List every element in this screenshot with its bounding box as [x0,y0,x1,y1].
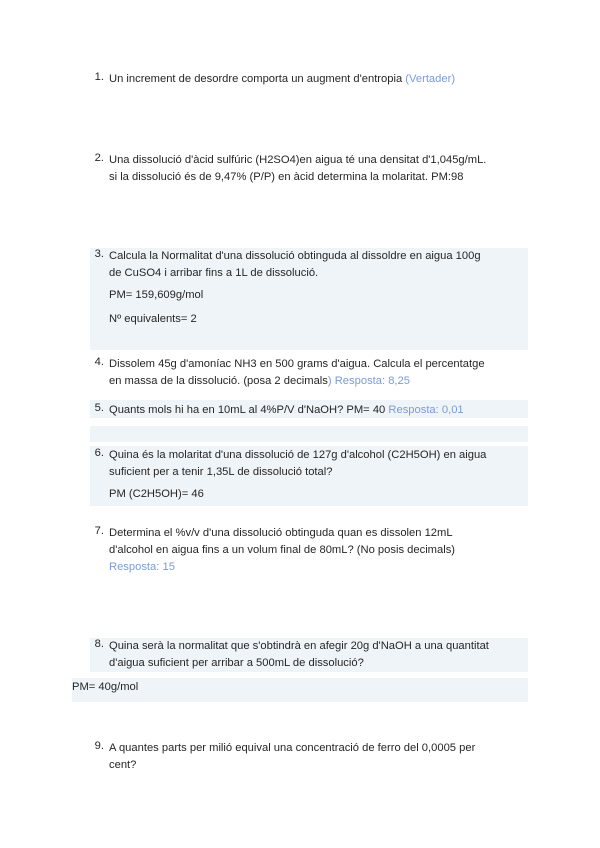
question-text-line-2: en massa de la dissolució. (posa 2 decimals [109,375,328,387]
shade-q5-gap [90,426,528,442]
question-text-line-1: Una dissolució d'àcid sulfúric (H2SO4)en aigua té una densitat d'1,045g/mL. [109,154,487,166]
question-text-line-2: cent? [109,759,137,771]
answer-text: Resposta: 0,01 [388,404,464,416]
question-9 [90,740,530,774]
question-text-line-2: d'aigua suficient per arribar a 500mL de dissolució? [109,657,364,669]
question-6 [90,447,530,481]
question-8 [90,638,530,672]
molar-mass-note: PM (C2H5OH)= 46 [109,488,204,500]
question-text: Un increment de desordre comporta un augment d'entropia [109,73,406,85]
question-text-line-2: de CuSO4 i arribar fins a 1L de dissolució. [109,267,319,279]
question-number: 1. [94,71,104,83]
molar-mass-note: PM= 159,609g/mol [109,289,204,301]
question-text-line-1: Dissolem 45g d'amoníac NH3 en 500 grams d'aigua. Calcula el percentatge [109,358,485,370]
question-5 [90,402,530,419]
question-text-line-1: A quantes parts per milió equival una concentració de ferro del 0,0005 per [109,742,476,754]
question-3 [90,248,530,282]
question-2 [90,152,530,186]
question-text-line-1: Quina és la molaritat d'una dissolució de 127g d'alcohol (C2H5OH) en aigua [109,449,487,461]
question-number: 5. [94,402,104,414]
question-text-line-2: suficient per a tenir 1,35L de dissolució total? [109,466,333,478]
molar-mass-note: PM= 40g/mol [72,681,139,693]
question-number: 2. [94,152,104,164]
question-number: 8. [94,638,104,650]
question-1 [90,71,530,88]
equivalents-note: Nº equivalents= 2 [109,313,197,325]
question-number: 7. [94,525,104,537]
question-number: 3. [94,248,104,260]
answer-text: ) Resposta: 8,25 [327,375,410,387]
question-number: 6. [94,447,104,459]
question-number: 9. [94,740,104,752]
answer-text: Resposta: 15 [109,561,175,573]
question-text-line-1: Determina el %v/v d'una dissolució obtinguda quan es dissolen 12mL [109,527,453,539]
question-text-line-2: d'alcohol en aigua fins a un volum final de 80mL? (No posis decimals) [109,544,456,556]
question-text: Quants mols hi ha en 10mL al 4%P/V d'NaOH? PM= 40 [109,404,389,416]
question-text-line-2: si la dissolució és de 9,47% (P/P) en àcid determina la molaritat. PM:98 [109,171,464,183]
question-4 [90,356,530,390]
answer-text: (Vertader) [405,73,456,85]
question-7 [90,525,530,576]
question-number: 4. [94,356,104,368]
shade-q8-extra [72,678,528,702]
question-text-line-1: Calcula la Normalitat d'una dissolució obtinguda al dissoldre en aigua 100g [109,250,481,262]
question-text-line-1: Quina serà la normalitat que s'obtindrà en afegir 20g d'NaOH a una quantitat [109,640,489,652]
